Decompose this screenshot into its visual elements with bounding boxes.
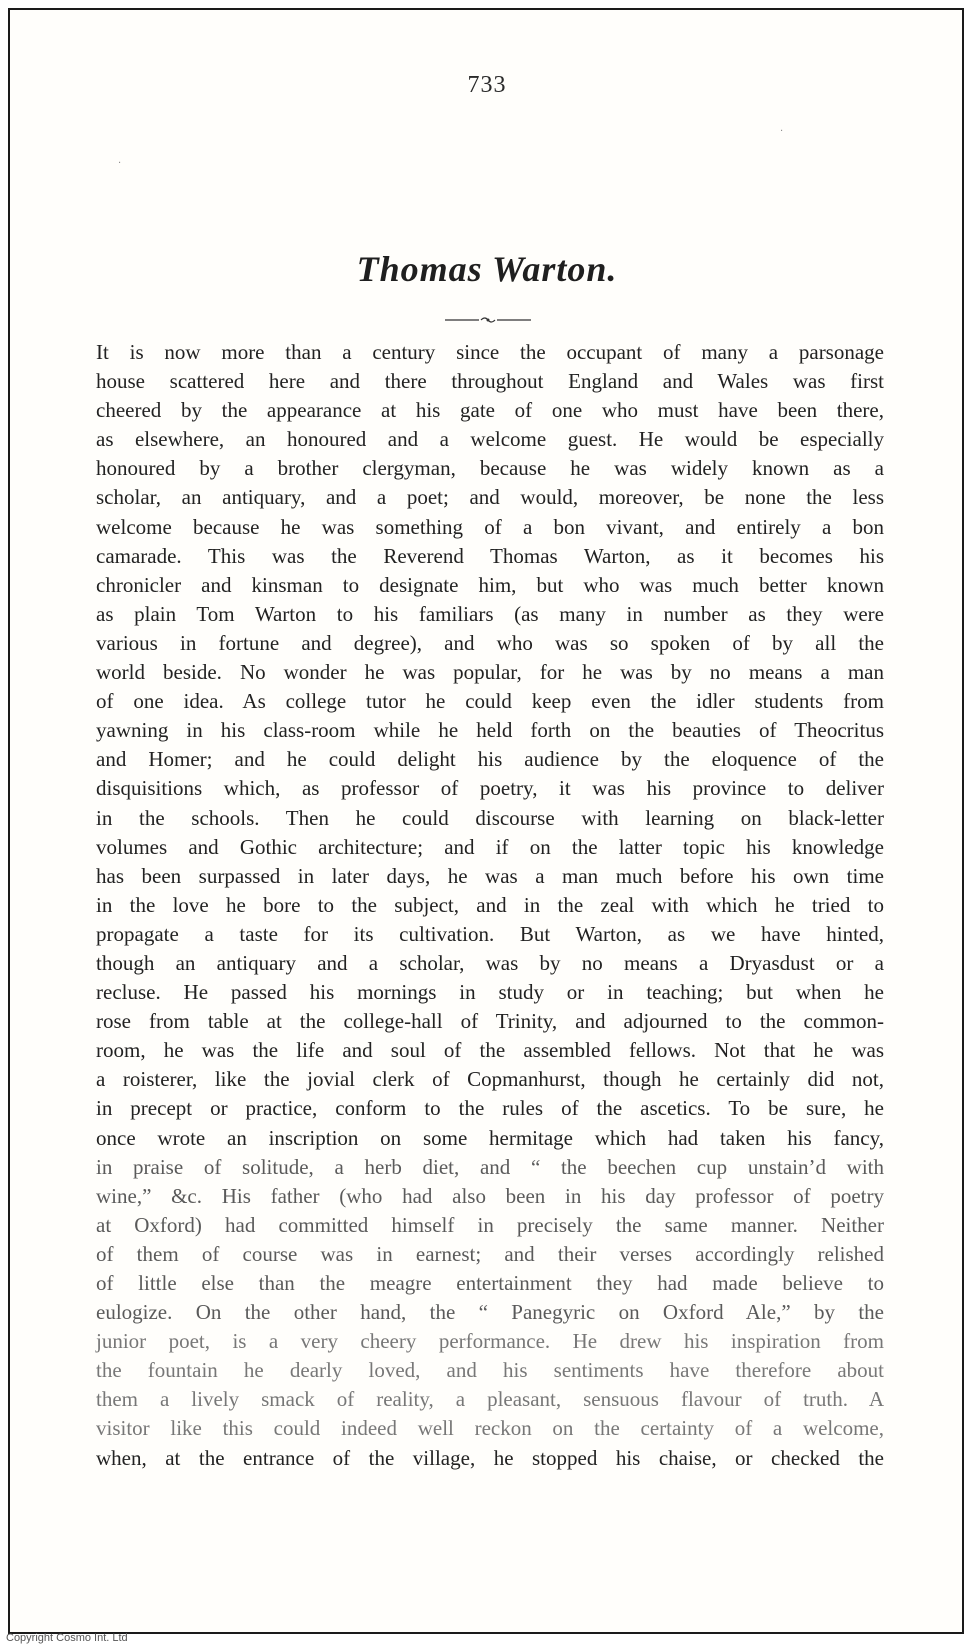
text-line: in precept or practice, conform to the rules of the ascetics. To be sure, he <box>96 1096 884 1121</box>
text-line: It is now more than a century since the occupant of many a parsonage <box>96 340 884 364</box>
text-line: a roisterer, like the jovial clerk of Copmanhurst, though he certainly did not, <box>96 1067 884 1092</box>
text-line: camarade. This was the Reverend Thomas Warton, as it becomes his <box>96 543 884 568</box>
text-line: them a lively smack of reality, a pleasant, sensuous flavour of truth. A <box>96 1387 884 1412</box>
text-line: recluse. He passed his mornings in study or in teaching; but when he <box>96 980 884 1005</box>
article-body <box>96 338 884 1473</box>
text-line: and Homer; and he could delight his audience by the eloquence of the <box>96 747 884 772</box>
text-line: of one idea. As college tutor he could keep even the idler students from <box>96 689 884 714</box>
text-line: as plain Tom Warton to his familiars (as many in number as they were <box>96 601 884 626</box>
text-line: yawning in his class-room while he held forth on the beauties of Theocritus <box>96 718 884 743</box>
text-line: at Oxford) had committed himself in precisely the same manner. Neither <box>96 1212 884 1237</box>
text-line: has been surpassed in later days, he was a man much before his own time <box>96 863 884 888</box>
text-line: in the schools. Then he could discourse with learning on black-letter <box>96 805 884 830</box>
text-line: in praise of solitude, a herb diet, and “ the beechen cup unstain’d with <box>96 1154 884 1179</box>
text-line: cheered by the appearance at his gate of one who must have been there, <box>96 398 884 423</box>
text-line: room, he was the life and soul of the assembled fellows. Not that he was <box>96 1038 884 1063</box>
text-line: of them of course was in earnest; and their verses accordingly relished <box>96 1241 884 1266</box>
text-line: honoured by a brother clergyman, because he was widely known as a <box>96 456 884 481</box>
text-line: propagate a taste for its cultivation. But Warton, as we have hinted, <box>96 921 884 946</box>
copyright-notice: Copyright Cosmo Int. Ltd <box>6 1632 128 1644</box>
article-title: Thomas Warton. <box>356 249 618 289</box>
print-speck-icon: · <box>780 126 784 137</box>
ornamental-rule-icon <box>445 315 531 325</box>
text-line: visitor like this could indeed well reckon on the certainty of a welcome, <box>96 1416 884 1441</box>
text-line: wine,” &c. His father (who had also been in his day professor of poetry <box>96 1183 884 1208</box>
text-line: in the love he bore to the subject, and in the zeal with which he tried to <box>96 892 884 917</box>
text-line: once wrote an inscription on some hermitage which had taken his fancy, <box>96 1125 884 1150</box>
text-line: disquisitions which, as professor of poetry, it was his province to deliver <box>96 776 884 801</box>
text-line: house scattered here and there throughout England and Wales was first <box>96 369 884 394</box>
text-line: chronicler and kinsman to designate him, but who was much better known <box>96 572 884 597</box>
page-number: 733 <box>467 72 507 98</box>
text-line: of little else than the meagre entertainment they had made believe to <box>96 1271 884 1295</box>
text-line: volumes and Gothic architecture; and if on the latter topic his knowledge <box>96 834 884 859</box>
text-line: welcome because he was something of a bon vivant, and entirely a bon <box>96 514 884 539</box>
text-line: world beside. No wonder he was popular, for he was by no means a man <box>96 660 884 685</box>
text-line: rose from table at the college-hall of Trinity, and adjourned to the common- <box>96 1009 884 1034</box>
text-line: various in fortune and degree), and who was so spoken of by all the <box>96 630 884 655</box>
text-line: junior poet, is a very cheery performance. He drew his inspiration from <box>96 1329 884 1354</box>
text-line: scholar, an antiquary, and a poet; and would, moreover, be none the less <box>96 485 884 510</box>
text-line: though an antiquary and a scholar, was by no means a Dryasdust or a <box>96 950 884 975</box>
text-line: eulogize. On the other hand, the “ Panegyric on Oxford Ale,” by the <box>96 1300 884 1325</box>
print-speck-icon: · <box>118 158 122 169</box>
text-line: the fountain he dearly loved, and his sentiments have therefore about <box>96 1358 884 1383</box>
text-line: as elsewhere, an honoured and a welcome guest. He would be especially <box>96 427 884 452</box>
text-line: when, at the entrance of the village, he stopped his chaise, or checked the <box>96 1445 884 1470</box>
